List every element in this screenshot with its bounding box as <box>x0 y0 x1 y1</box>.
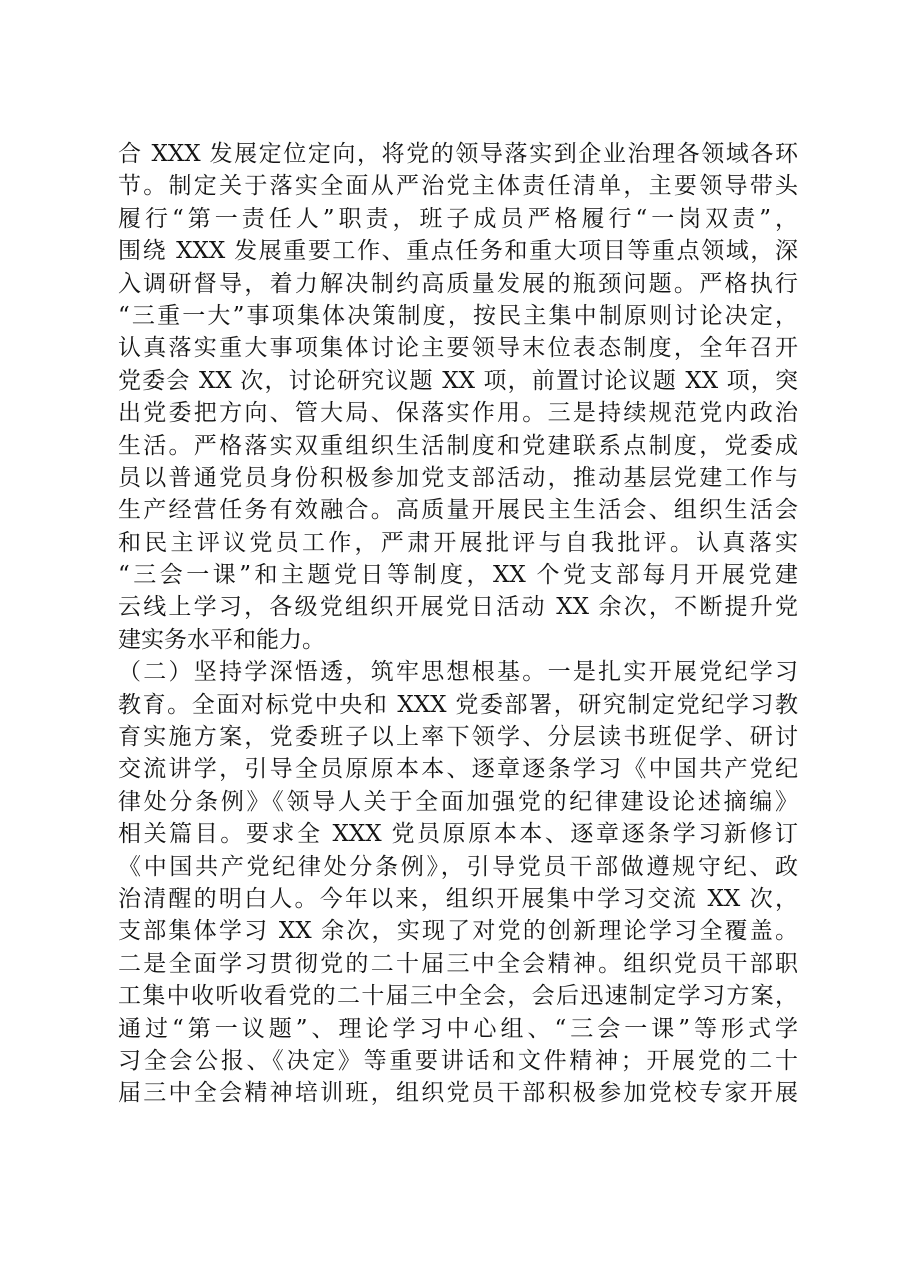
text-line: 届三中全会精神培训班，组织党员干部积极参加党校专家开展 <box>118 1080 798 1107</box>
text-line: 云线上学习，各级党组织开展党日活动 XX 余次，不断提升党 <box>118 594 798 621</box>
text-line: 《中国共产党纪律处分条例》，引导党员干部做遵规守纪、政 <box>118 853 798 880</box>
text-line: 合 XXX 发展定位定向，将党的领导落实到企业治理各领域各环 <box>118 141 798 167</box>
text-line: 律处分条例》《领导人关于全面加强党的纪律建设论述摘编》 <box>118 788 798 815</box>
text-line: 通过“第一议题”、理论学习中心组、“三会一课”等形式学 <box>118 1015 798 1042</box>
text-line: “三会一课”和主题党日等制度，XX 个党支部每月开展党建 <box>118 562 798 589</box>
text-line: “三重一大”事项集体决策制度，按民主集中制原则讨论决定， <box>118 302 798 329</box>
text-line: 交流讲学，引导全员原原本本、逐章逐条学习《中国共产党纪 <box>118 756 798 783</box>
text-line: 入调研督导，着力解决制约高质量发展的瓶颈问题。严格执行 <box>118 270 798 297</box>
text-line: 和民主评议党员工作，严肃开展批评与自我批评。认真落实 <box>118 529 798 556</box>
text-line: 育实施方案，党委班子以上率下领学、分层读书班促学、研讨 <box>118 724 798 751</box>
text-line: 建实务水平和能力。 <box>118 626 325 653</box>
text-line: 履行“第一责任人”职责，班子成员严格履行“一岗双责”， <box>118 205 798 232</box>
text-line: 围绕 XXX 发展重要工作、重点任务和重大项目等重点领域，深 <box>118 238 798 265</box>
text-line: 党委会 XX 次，讨论研究议题 XX 项，前置讨论议题 XX 项，突 <box>118 367 798 394</box>
text-line: 教育。全面对标党中央和 XXX 党委部署，研究制定党纪学习教 <box>118 691 798 718</box>
text-line: 生活。严格落实双重组织生活制度和党建联系点制度，党委成 <box>118 432 798 459</box>
text-line: 认真落实重大事项集体讨论主要领导末位表态制度，全年召开 <box>118 335 798 362</box>
body-text <box>118 138 798 1110</box>
text-line: 出党委把方向、管大局、保落实作用。三是持续规范党内政治 <box>118 400 798 427</box>
text-line: 支部集体学习 XX 余次，实现了对党的创新理论学习全覆盖。 <box>118 918 798 945</box>
text-line: 节。制定关于落实全面从严治党主体责任清单，主要领导带头 <box>118 173 798 200</box>
text-line: 习全会公报、《决定》等重要讲话和文件精神；开展党的二十 <box>118 1047 798 1074</box>
text-line: 相关篇目。要求全 XXX 党员原原本本、逐章逐条学习新修订 <box>118 821 798 848</box>
text-line: 工集中收听收看党的二十届三中全会，会后迅速制定学习方案， <box>118 983 798 1010</box>
text-line: 二是全面学习贯彻党的二十届三中全会精神。组织党员干部职 <box>118 950 798 977</box>
text-line: 员以普通党员身份积极参加党支部活动，推动基层党建工作与 <box>118 464 798 491</box>
section-heading-line: （二）坚持学深悟透，筑牢思想根基。一是扎实开展党纪学习 <box>118 659 798 686</box>
text-line: 生产经营任务有效融合。高质量开展民主生活会、组织生活会 <box>118 497 798 524</box>
text-line: 治清醒的明白人。今年以来，组织开展集中学习交流 XX 次， <box>118 885 798 912</box>
